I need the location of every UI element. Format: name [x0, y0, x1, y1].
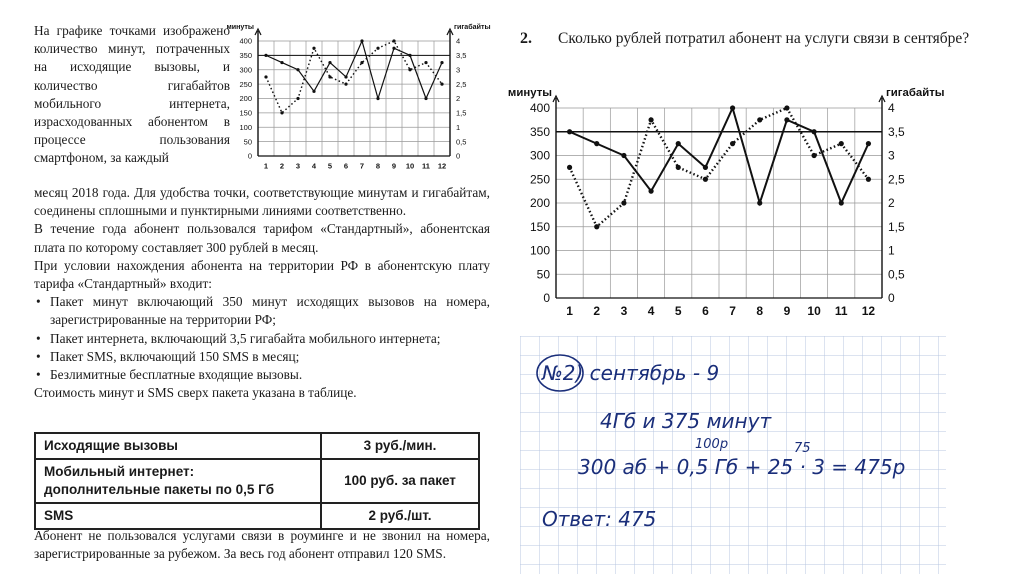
- tariff-paragraph: В течение года абонент пользовался тарифом «Стандартный», абонентская плата по которому составляет 300 рублей в месяц.: [34, 221, 490, 255]
- x-tick-label: 3: [295, 161, 301, 171]
- table-row: [35, 433, 479, 459]
- left-tick-label: 150: [239, 108, 252, 118]
- minutes-point: [757, 200, 762, 205]
- gigabytes-point: [424, 61, 427, 64]
- x-tick-label: 11: [422, 161, 430, 171]
- right-tick-label: 2: [888, 196, 895, 211]
- left-tick-label: 300: [529, 148, 550, 163]
- gigabytes-point: [839, 141, 844, 146]
- gigabytes-point: [440, 83, 443, 86]
- right-tick-label: 0,5: [888, 267, 905, 282]
- x-tick-label: 7: [729, 304, 736, 318]
- gigabytes-point: [594, 224, 599, 229]
- x-tick-label: 7: [359, 161, 365, 171]
- right-tick-label: 3,5: [888, 124, 905, 139]
- x-tick-label: 1: [566, 304, 573, 318]
- x-tick-label: 11: [834, 304, 848, 318]
- minutes-point: [784, 117, 789, 122]
- service-cell: Мобильный интернет: дополнительные пакеты по 0,5 Гб: [35, 459, 321, 503]
- gigabytes-point: [280, 111, 283, 114]
- hand-line-2: 4Гб и 375 минут: [600, 409, 772, 433]
- minutes-point: [328, 61, 331, 64]
- minutes-point: [703, 165, 708, 170]
- right-tick-label: 0: [888, 291, 895, 306]
- minutes-point: [424, 97, 427, 100]
- bullet-item: • Пакет интернета, включающий 3,5 гигабайта мобильного интернета;: [34, 330, 490, 348]
- right-tick-label: 1,5: [888, 219, 905, 234]
- gigabytes-point: [648, 117, 653, 122]
- price-table: [34, 432, 480, 530]
- x-tick-label: 3: [620, 304, 628, 318]
- minutes-point: [676, 141, 681, 146]
- right-tick-label: 2,5: [456, 79, 467, 89]
- x-tick-label: 8: [375, 161, 381, 171]
- left-tick-label: 0: [247, 151, 252, 161]
- x-tick-label: 6: [702, 304, 709, 318]
- service-cell: SMS: [35, 503, 321, 529]
- x-tick-label: 4: [647, 304, 655, 318]
- gigabytes-point: [296, 97, 299, 100]
- left-axis-label: минуты: [507, 87, 552, 99]
- gigabytes-point: [811, 153, 816, 158]
- minutes-point: [408, 54, 411, 57]
- gigabytes-point: [312, 47, 315, 50]
- right-tick-label: 3: [456, 65, 461, 75]
- hand-line-1: №2) сентябрь - 9: [542, 361, 720, 385]
- gigabytes-point: [757, 117, 762, 122]
- left-axis-label: минуты: [226, 23, 254, 31]
- left-tick-label: 50: [243, 137, 252, 147]
- gigabytes-point: [392, 39, 395, 42]
- minutes-point: [264, 54, 267, 57]
- gigabytes-point: [676, 165, 681, 170]
- hand-superscript-1: 100р: [695, 437, 729, 452]
- conditions-intro: При условии нахождения абонента на территории РФ в абонентскую плату тарифа «Стандартный» входит:: [34, 257, 490, 292]
- left-tick-label: 400: [239, 36, 252, 46]
- right-tick-label: 2,5: [888, 172, 905, 187]
- price-cell: 3 руб./мин.: [321, 433, 479, 459]
- x-tick-label: 2: [593, 304, 601, 318]
- price-cell: 100 руб. за пакет: [321, 459, 479, 503]
- hand-superscript-2: 75: [794, 441, 811, 456]
- gigabytes-point: [376, 47, 379, 50]
- left-tick-label: 350: [239, 51, 252, 60]
- minutes-point: [296, 68, 299, 71]
- x-tick-label: 10: [405, 161, 415, 171]
- tariff-bullets: [34, 293, 490, 384]
- intro-text: На графике точками изображено количество минут, потраченных на исходящие вызовы, и количество гигабайтов мобильного интернета, израсходованных абонентом в процессе пользования смартфоном, за каждый: [34, 23, 230, 166]
- hand-line-3: 300 аб + 0,5 Гб + 25 · 3 = 475р: [578, 455, 906, 479]
- price-cell: 2 руб./шт.: [321, 503, 479, 529]
- minutes-point: [648, 189, 653, 194]
- minutes-point: [344, 75, 347, 78]
- left-tick-label: 150: [529, 219, 550, 234]
- left-tick-label: 250: [529, 172, 550, 187]
- x-tick-label: 5: [327, 161, 333, 171]
- table-row: [35, 503, 479, 529]
- right-tick-label: 1: [456, 122, 461, 132]
- minutes-point: [440, 61, 443, 64]
- right-tick-label: 0: [456, 151, 461, 161]
- minutes-point: [312, 90, 315, 93]
- left-tick-label: 300: [239, 65, 252, 75]
- big-chart: [507, 80, 945, 328]
- minutes-point: [360, 39, 363, 42]
- right-tick-label: 1,5: [456, 108, 467, 118]
- x-tick-label: 9: [391, 161, 397, 171]
- right-axis-label: гигабайты: [886, 87, 945, 99]
- x-tick-label: 10: [807, 304, 821, 318]
- left-tick-label: 200: [239, 94, 252, 104]
- left-tick-label: 350: [529, 124, 550, 139]
- minutes-point: [280, 61, 283, 64]
- right-tick-label: 2: [456, 94, 461, 104]
- minutes-point: [811, 129, 816, 134]
- gigabytes-point: [784, 105, 789, 110]
- left-tick-label: 100: [529, 243, 550, 258]
- minutes-point: [567, 129, 572, 134]
- intro-paragraph: [34, 22, 230, 168]
- right-axis-label: гигабайты: [454, 23, 491, 31]
- gigabytes-point: [730, 141, 735, 146]
- x-tick-label: 5: [674, 304, 682, 318]
- bullet-item: • Пакет SMS, включающий 150 SMS в месяц;: [34, 348, 490, 366]
- x-tick-label: 6: [343, 161, 349, 171]
- right-tick-label: 0,5: [456, 137, 467, 147]
- service-cell: Исходящие вызовы: [35, 433, 321, 459]
- x-tick-label: 8: [756, 304, 764, 318]
- gigabytes-point: [264, 75, 267, 78]
- after-table-paragraph: Абонент не пользовался услугами связи в роуминге и не звонил на номера, зарегистрированные за рубежом. За весь год абонент отправил 120 SMS.: [34, 528, 490, 562]
- gigabytes-point: [328, 75, 331, 78]
- left-tick-label: 200: [529, 196, 550, 211]
- x-tick-label: 1: [263, 161, 269, 171]
- bullet-item: • Безлимитные бесплатные входящие вызовы.: [34, 366, 490, 384]
- right-tick-label: 3: [888, 148, 895, 163]
- question-text: Сколько рублей потратил абонент на услуги связи в сентябре?: [558, 30, 970, 47]
- gigabytes-point: [360, 61, 363, 64]
- minutes-point: [839, 200, 844, 205]
- left-tick-label: 0: [543, 291, 550, 306]
- task-description: [34, 184, 490, 402]
- question-number: 2.: [520, 30, 532, 47]
- right-tick-label: 4: [456, 36, 461, 46]
- minutes-point: [621, 153, 626, 158]
- gigabytes-point: [567, 165, 572, 170]
- right-tick-label: 4: [888, 101, 895, 116]
- minutes-point: [866, 141, 871, 146]
- intro-continuation: месяц 2018 года. Для удобства точки, соответствующие минутам и гигабайтам, соединены сплошными и пунктирными линиями соответственно.: [34, 185, 490, 219]
- handwritten-solution: [520, 336, 946, 574]
- gigabytes-point: [703, 177, 708, 182]
- x-tick-label: 2: [279, 161, 285, 171]
- bullet-item: • Пакет минут включающий 350 минут исходящих вызовов на номера, зарегистрированные на территории РФ;: [34, 293, 490, 329]
- x-tick-label: 12: [437, 161, 447, 171]
- right-tick-label: 1: [888, 243, 895, 258]
- left-tick-label: 400: [529, 101, 550, 116]
- hand-line-4: Ответ: 475: [542, 507, 657, 531]
- gigabytes-point: [866, 177, 871, 182]
- x-tick-label: 9: [783, 304, 791, 318]
- gigabytes-point: [408, 68, 411, 71]
- gigabytes-point: [621, 200, 626, 205]
- minutes-point: [392, 47, 395, 50]
- left-tick-label: 250: [239, 79, 252, 89]
- x-tick-label: 4: [311, 161, 317, 171]
- small-chart: [228, 20, 490, 180]
- table-row: [35, 459, 479, 503]
- gigabytes-point: [344, 83, 347, 86]
- left-tick-label: 100: [239, 122, 252, 132]
- table-caption: Стоимость минут и SMS сверх пакета указана в таблице.: [34, 385, 357, 401]
- x-tick-label: 12: [861, 304, 876, 318]
- minutes-point: [594, 141, 599, 146]
- right-tick-label: 3,5: [456, 51, 467, 60]
- minutes-point: [730, 105, 735, 110]
- minutes-point: [376, 97, 379, 100]
- left-tick-label: 50: [536, 267, 550, 282]
